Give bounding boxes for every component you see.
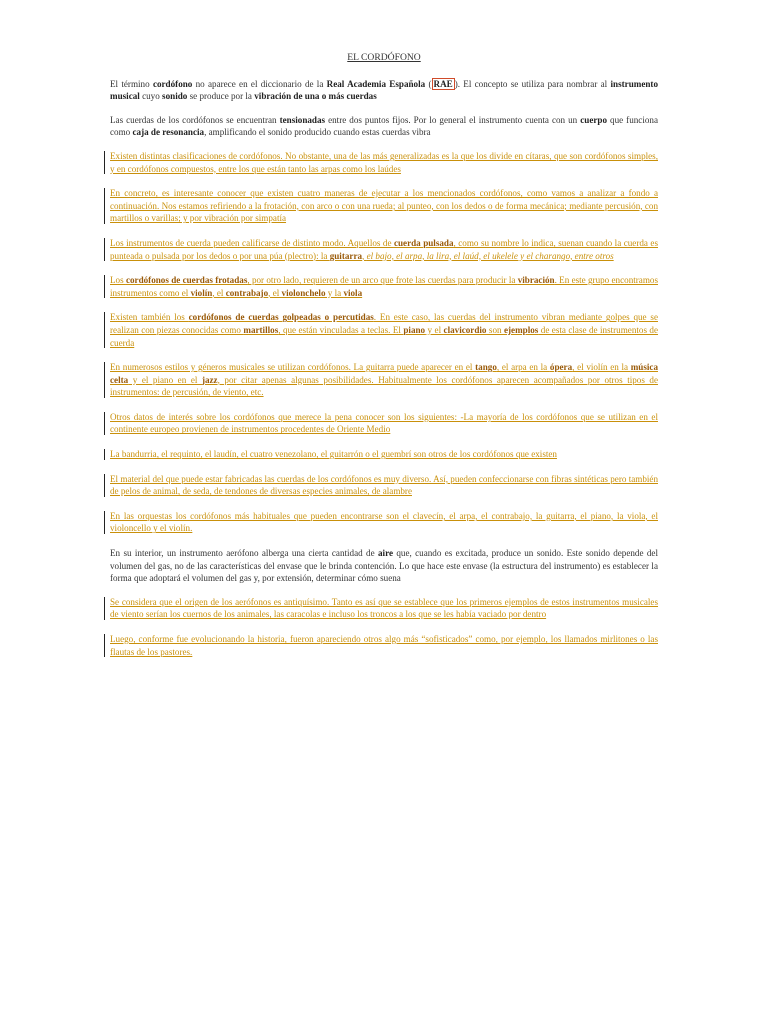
text-run: que funciona como xyxy=(110,114,658,138)
tracked-change-paragraph xyxy=(110,361,658,399)
text-run: cuyo xyxy=(139,91,163,102)
text-run: En su interior, un instrumento aerófono alberga una cierta cantidad de xyxy=(110,548,378,559)
text-run: La bandurria, el requinto, el laudín, el cuatro venezolano, el guitarrón o el guembrí son otros de los cordófonos que existen xyxy=(110,449,557,460)
bold-term: instrumento musical xyxy=(110,78,658,102)
bold-term: Real Academia Española xyxy=(326,78,426,89)
bold-term: contrabajo xyxy=(225,287,269,298)
text-run: Existen también los xyxy=(110,312,189,323)
text-run: de esta clase de instrumentos de cuerda xyxy=(110,324,659,348)
tracked-change-paragraph xyxy=(110,237,658,262)
body-paragraph xyxy=(110,78,658,103)
text-run: En numerosos estilos y géneros musicales se utilizan cordófonos. La guitarra puede aparecer en el xyxy=(110,362,476,373)
bold-term: violín xyxy=(190,287,213,298)
text-run: Otros datos de interés sobre los cordófonos que merece la pena conocer son los siguientes: -La mayoría de los cordófonos que se utilizan en el continente europeo provienen de instrumentos procedentes de Oriente Medio xyxy=(110,411,658,435)
bold-term: ópera xyxy=(549,362,573,373)
text-run: y el xyxy=(425,324,444,335)
text-run: El término xyxy=(110,78,153,89)
text-run: , el arpa en la xyxy=(496,362,550,373)
bold-term: vibración de una o más cuerdas xyxy=(254,91,377,102)
italic-text: el bajo, el arpa, la lira, el laúd, el ukelele y el charango, entre otros xyxy=(366,250,614,261)
text-run: Luego, conforme fue evolucionando la historia, fueron apareciendo otros algo más “sofisticados” como, por ejemplo, los llamados mirlitones o las flautas de los pastores. xyxy=(110,634,658,657)
text-run: que, cuando es excitada, produce un sonido. Este sonido depende del volumen del gas, no de las características del envase que le brinda contención. Lo que hace este envase (la estructura del instrumento) es establecer la forma que adoptará el volumen del gas y, por extensión, determinar cómo suena xyxy=(110,548,658,584)
text-run: Se considera que el origen de los aerófonos es antiquísimo. Tanto es así que se establece que los primeros ejemplos de estos instrumentos musicales de viento serían los cuernos de los animales, las caracolas e incluso los troncos a los que se les había vaciado por dentro xyxy=(110,596,658,620)
bold-term: tensionadas xyxy=(279,114,326,125)
tracked-change-paragraph xyxy=(110,150,658,175)
tracked-change-paragraph xyxy=(110,274,658,299)
tracked-change-paragraph xyxy=(110,187,658,225)
bold-term: aire xyxy=(378,548,393,559)
text-run: , el violín en la xyxy=(572,362,631,373)
bold-term: violonchelo xyxy=(281,287,326,298)
text-run: , amplificando el sonido producido cuando estas cuerdas vibra xyxy=(204,127,431,138)
body-paragraph xyxy=(110,114,658,139)
bold-term: cordófono xyxy=(152,78,193,89)
text-run: , el xyxy=(212,287,226,298)
bold-term: tango xyxy=(475,362,497,373)
bold-term: cuerpo xyxy=(580,114,608,125)
tracked-change-paragraph xyxy=(110,633,658,658)
tracked-change-paragraph xyxy=(110,311,658,349)
bold-term: guitarra xyxy=(329,250,363,261)
bold-term: cuerda pulsada xyxy=(393,237,454,248)
bold-term: cordófonos de cuerdas golpeadas o percutidas xyxy=(188,312,374,323)
text-run: En concreto, es interesante conocer que existen cuatro maneras de ejecutar a los mencionados cordófonos, como vamos a analizar a fondo a continuación. Nos estamos refiriendo a la frotación, con arco o con una rueda; al punteo, con los dedos o de forma mecánica; mediante percusión, con martillos o varillas; y por vibración por simpatía xyxy=(110,188,658,224)
text-run: , xyxy=(362,250,367,261)
text-run: son xyxy=(486,324,504,335)
tracked-change-paragraph xyxy=(110,510,658,535)
text-run: y el piano en el xyxy=(128,374,202,385)
bold-term: viola xyxy=(343,287,363,298)
text-run: ( xyxy=(425,78,432,89)
tracked-change-paragraph xyxy=(110,411,658,436)
text-run: y la xyxy=(325,287,344,298)
bold-term: piano xyxy=(403,324,426,335)
tracked-change-paragraph xyxy=(110,473,658,498)
document-title: EL CORDÓFONO xyxy=(347,52,421,63)
text-run: Existen distintas clasificaciones de cordófonos. No obstante, una de las más generalizadas es la que los divide en cítaras, que son cordófonos simples, y en cordófonos compuestos, entre los que están tanto las arpas como los laúdes xyxy=(110,150,658,174)
bold-term: RAE xyxy=(433,78,453,89)
bold-term: caja de resonancia xyxy=(132,127,205,138)
text-run: Los instrumentos de cuerda pueden calificarse de distinto modo. Aquellos de xyxy=(110,237,394,248)
bold-term: vibración xyxy=(517,275,555,286)
text-run: ). El concepto se utiliza para nombrar al xyxy=(454,78,611,89)
text-run: El material del que puede estar fabricadas las cuerdas de los cordófonos es muy diverso. Así, pueden confeccionarse con fibras sintéticas pero también de pelos de animal, de seda, de tendones de diversas especies animales, de alambre xyxy=(110,473,658,497)
bold-term: jazz xyxy=(201,374,218,385)
document-page xyxy=(110,52,658,670)
text-run: Las cuerdas de los cordófonos se encuentran xyxy=(110,114,280,125)
text-run: Los xyxy=(110,275,126,286)
bold-term: sonido xyxy=(162,91,188,102)
text-run: . En este grupo encontramos instrumentos como el xyxy=(110,275,658,298)
text-run: entre dos puntos fijos. Por lo general el instrumento cuenta con un xyxy=(325,114,581,125)
text-run: , como su nombre lo indica, suenan cuando la cuerda es punteada o pulsada por los dedos o por una púa (plectro): la xyxy=(110,237,658,261)
tracked-change-paragraph xyxy=(110,596,658,621)
text-run: se produce por la xyxy=(187,91,255,102)
bold-term: clavicordio xyxy=(443,324,487,335)
text-run: . En este caso, las cuerdas del instrumento vibran mediante golpes que se realizan con piezas conocidas como xyxy=(110,312,658,335)
text-run: no aparece en el diccionario de la xyxy=(192,78,327,89)
bold-term: ejemplos xyxy=(503,324,539,335)
text-run: , el xyxy=(268,287,282,298)
document-body xyxy=(110,78,658,659)
text-run: , que están vinculadas a teclas. El xyxy=(278,324,404,335)
text-run: , por citar apenas algunas posibilidades. Habitualmente los cordófonos aparecen acompañados por otros tipos de instrumentos: de percusión, de viento, etc. xyxy=(110,374,659,398)
body-paragraph xyxy=(110,547,658,585)
text-run: En las orquestas los cordófonos más habituales que pueden encontrarse son el clavecín, el arpa, el contrabajo, la guitarra, el piano, la viola, el violoncello y el violín. xyxy=(110,510,658,534)
bold-term: cordófonos de cuerdas frotadas xyxy=(125,275,248,286)
bold-term: música celta xyxy=(110,362,658,385)
bold-term: martillos xyxy=(243,324,279,335)
text-run: , por otro lado, requieren de un arco que frote las cuerdas para producir la xyxy=(247,275,518,286)
tracked-change-paragraph xyxy=(110,448,658,461)
